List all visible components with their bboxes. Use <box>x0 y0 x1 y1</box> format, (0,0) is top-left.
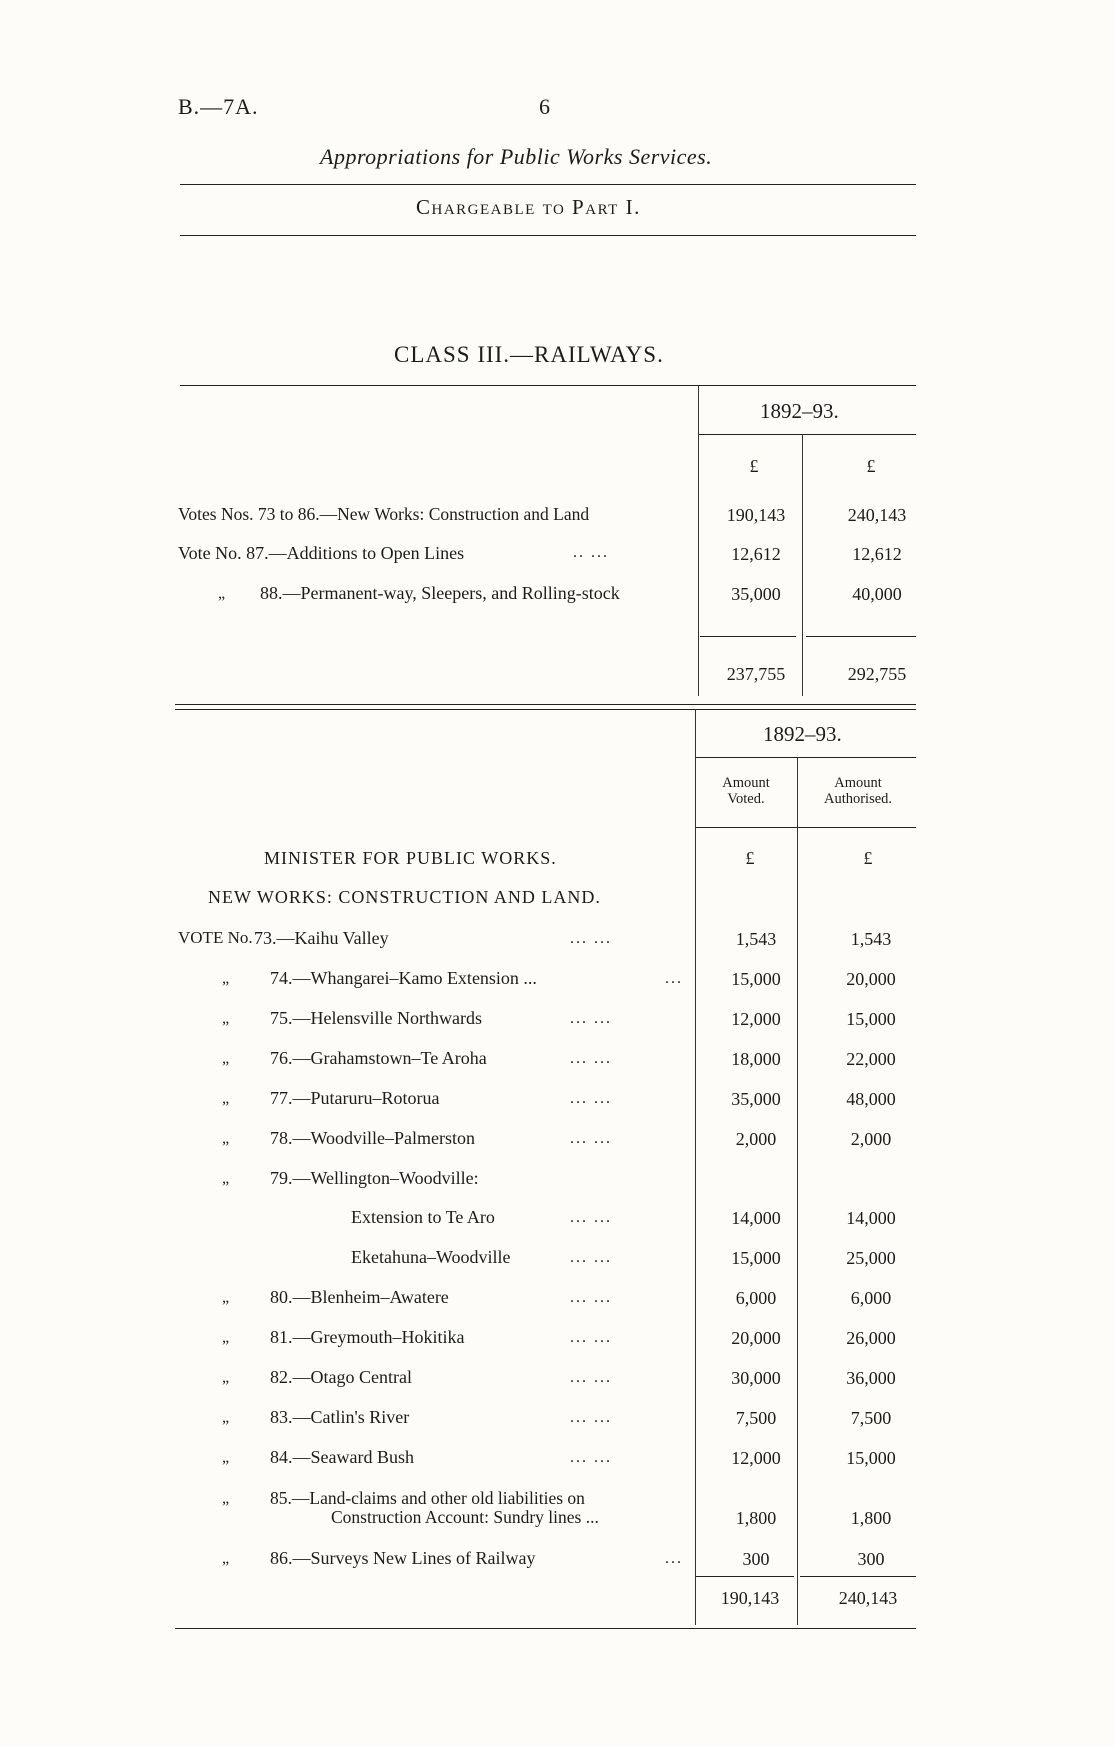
vote-label: 83.—Catlin's River <box>270 1407 410 1427</box>
vote-prefix: „ <box>222 1090 230 1107</box>
vote-label: 82.—Otago Central <box>270 1367 412 1387</box>
vote-amount-voted: 7,500 <box>735 1408 777 1428</box>
vote-amount-voted: 35,000 <box>731 1089 781 1109</box>
vote-amount-voted: 1,543 <box>735 929 777 949</box>
vote-amount-authorised: 48,000 <box>846 1089 896 1109</box>
summary-period-heading: 1892–93. <box>760 399 839 423</box>
rule-top-1 <box>180 184 916 185</box>
vote-amount-voted: 6,000 <box>735 1288 777 1308</box>
column-header-voted <box>698 775 794 807</box>
column-header-voted-line2: Voted. <box>727 791 765 807</box>
vote-amount-authorised: 22,000 <box>846 1049 896 1069</box>
vote-prefix: „ <box>222 1329 230 1346</box>
vote-prefix: „ <box>222 1050 230 1067</box>
vote-prefix: „ <box>222 1130 230 1147</box>
detail-total-authorised: 240,143 <box>838 1588 898 1608</box>
detail-total-rule-authorised <box>800 1576 916 1577</box>
detail-period-rule <box>696 757 916 758</box>
vote-amount-authorised: 36,000 <box>846 1368 896 1388</box>
vote-label-line2: Construction Account: Sundry lines ... <box>331 1507 599 1527</box>
vote-amount-authorised: 14,000 <box>846 1208 896 1228</box>
vote-amount-authorised: 15,000 <box>846 1009 896 1029</box>
section-heading-new-works: NEW WORKS: CONSTRUCTION AND LAND. <box>208 887 601 907</box>
vote-prefix: „ <box>222 1490 230 1507</box>
vote-amount-voted: 1,800 <box>735 1508 777 1528</box>
detail-divider-1 <box>695 710 696 1625</box>
column-header-rule <box>696 827 916 828</box>
vote-prefix: „ <box>222 1289 230 1306</box>
vote-dots: ... ... <box>570 1130 612 1147</box>
vote-amount-authorised: 300 <box>857 1549 885 1569</box>
vote-dots: ... ... <box>570 1010 612 1027</box>
class-title: CLASS III.—RAILWAYS. <box>394 342 664 367</box>
summary-currency-voted: £ <box>749 456 759 476</box>
detail-currency-authorised: £ <box>863 848 873 868</box>
vote-dots: ... ... <box>570 1409 612 1426</box>
column-header-authorised <box>800 775 916 807</box>
vote-amount-authorised: 15,000 <box>846 1448 896 1468</box>
vote-amount-voted: 30,000 <box>731 1368 781 1388</box>
vote-label: 79.—Wellington–Woodville: <box>270 1168 479 1188</box>
chargeable-heading: Chargeable to Part I. <box>416 195 641 219</box>
vote-amount-voted: 15,000 <box>731 1248 781 1268</box>
vote-prefix: „ <box>222 970 230 987</box>
vote-amount-authorised: 26,000 <box>846 1328 896 1348</box>
page-number: 6 <box>539 94 550 119</box>
vote-dots: ... <box>665 1550 683 1567</box>
vote-dots: ... ... <box>570 930 612 947</box>
summary-bottom-rule-2 <box>175 709 916 710</box>
detail-bottom-rule <box>175 1628 916 1629</box>
vote-amount-authorised: 1,800 <box>850 1508 892 1528</box>
vote-amount-authorised: 2,000 <box>850 1129 892 1149</box>
summary-divider-1 <box>698 386 699 696</box>
vote-prefix: „ <box>222 1369 230 1386</box>
vote-amount-authorised: 6,000 <box>850 1288 892 1308</box>
summary-row-authorised: 240,143 <box>847 505 907 525</box>
summary-row-label: 88.—Permanent-way, Sleepers, and Rolling-stock <box>260 583 620 603</box>
vote-dots: ... ... <box>570 1449 612 1466</box>
vote-amount-voted: 18,000 <box>731 1049 781 1069</box>
vote-label: 81.—Greymouth–Hokitika <box>270 1327 465 1347</box>
vote-label: 78.—Woodville–Palmerston <box>270 1128 476 1148</box>
vote-amount-voted: 14,000 <box>731 1208 781 1228</box>
summary-row-label: Votes Nos. 73 to 86.—New Works: Construction and Land <box>178 504 590 524</box>
vote-label: 74.—Whangarei–Kamo Extension ... <box>270 968 537 988</box>
vote-dots: ... ... <box>570 1050 612 1067</box>
vote-label: 80.—Blenheim–Awatere <box>270 1287 449 1307</box>
document-reference: B.—7A. <box>178 94 259 119</box>
summary-period-rule <box>699 434 916 435</box>
vote-amount-voted: 2,000 <box>735 1129 777 1149</box>
vote-dots: ... ... <box>570 1090 612 1107</box>
vote-amount-voted: 12,000 <box>731 1448 781 1468</box>
vote-label: 73.—Kaihu Valley <box>254 928 389 948</box>
vote-amount-authorised: 25,000 <box>846 1248 896 1268</box>
summary-bottom-rule-1 <box>175 704 916 705</box>
detail-period-heading: 1892–93. <box>763 722 842 746</box>
vote-amount-authorised: 20,000 <box>846 969 896 989</box>
vote-label: 75.—Helensville Northwards <box>270 1008 482 1028</box>
vote-amount-voted: 12,000 <box>731 1009 781 1029</box>
vote-amount-authorised: 1,543 <box>850 929 892 949</box>
summary-row-label: Vote No. 87.—Additions to Open Lines <box>178 543 465 563</box>
vote-dots: ... <box>665 970 683 987</box>
vote-prefix: VOTE No. <box>178 928 253 947</box>
detail-total-rule-voted <box>696 1576 794 1577</box>
vote-prefix: „ <box>222 1409 230 1426</box>
vote-label: 76.—Grahamstown–Te Aroha <box>270 1048 487 1068</box>
vote-dots: ... ... <box>570 1369 612 1386</box>
summary-total-rule-authorised <box>806 636 916 637</box>
summary-top-rule <box>180 385 916 386</box>
rule-top-2 <box>180 235 916 236</box>
vote-label: 77.—Putaruru–Rotorua <box>270 1088 440 1108</box>
summary-row-voted: 12,612 <box>731 544 781 564</box>
vote-dots: ... ... <box>570 1209 612 1226</box>
summary-row-voted: 190,143 <box>726 505 786 525</box>
summary-row-authorised: 40,000 <box>852 584 902 604</box>
summary-currency-authorised: £ <box>866 456 876 476</box>
vote-amount-voted: 15,000 <box>731 969 781 989</box>
column-header-voted-line1: Amount <box>722 775 770 791</box>
summary-divider-2 <box>802 435 803 696</box>
vote-prefix: „ <box>222 1010 230 1027</box>
vote-dots: ... ... <box>570 1329 612 1346</box>
column-header-authorised-line1: Amount <box>834 775 882 791</box>
summary-total-voted: 237,755 <box>726 664 786 684</box>
vote-prefix: „ <box>222 1550 230 1567</box>
vote-label-line1: 85.—Land-claims and other old liabilities on <box>270 1488 585 1508</box>
page-title: Appropriations for Public Works Services. <box>320 144 713 169</box>
detail-divider-2 <box>797 758 798 1625</box>
summary-row-voted: 35,000 <box>731 584 781 604</box>
summary-total-rule-voted <box>700 636 796 637</box>
vote-sub-label: Extension to Te Aro <box>351 1207 495 1227</box>
summary-row-dots: .. ... <box>573 544 609 561</box>
vote-sub-label: Eketahuna–Woodville <box>351 1247 511 1267</box>
summary-row-prefix: „ <box>218 585 226 602</box>
vote-dots: ... ... <box>570 1249 612 1266</box>
vote-amount-voted: 300 <box>742 1549 770 1569</box>
column-header-authorised-line2: Authorised. <box>823 791 893 807</box>
vote-dots: ... ... <box>570 1289 612 1306</box>
summary-total-authorised: 292,755 <box>847 664 907 684</box>
detail-total-voted: 190,143 <box>720 1588 780 1608</box>
vote-amount-voted: 20,000 <box>731 1328 781 1348</box>
summary-row-authorised: 12,612 <box>852 544 902 564</box>
vote-amount-authorised: 7,500 <box>850 1408 892 1428</box>
section-heading-minister: MINISTER FOR PUBLIC WORKS. <box>264 848 557 868</box>
vote-label: 84.—Seaward Bush <box>270 1447 414 1467</box>
vote-prefix: „ <box>222 1170 230 1187</box>
vote-prefix: „ <box>222 1449 230 1466</box>
vote-label: 86.—Surveys New Lines of Railway <box>270 1548 536 1568</box>
detail-currency-voted: £ <box>745 848 755 868</box>
